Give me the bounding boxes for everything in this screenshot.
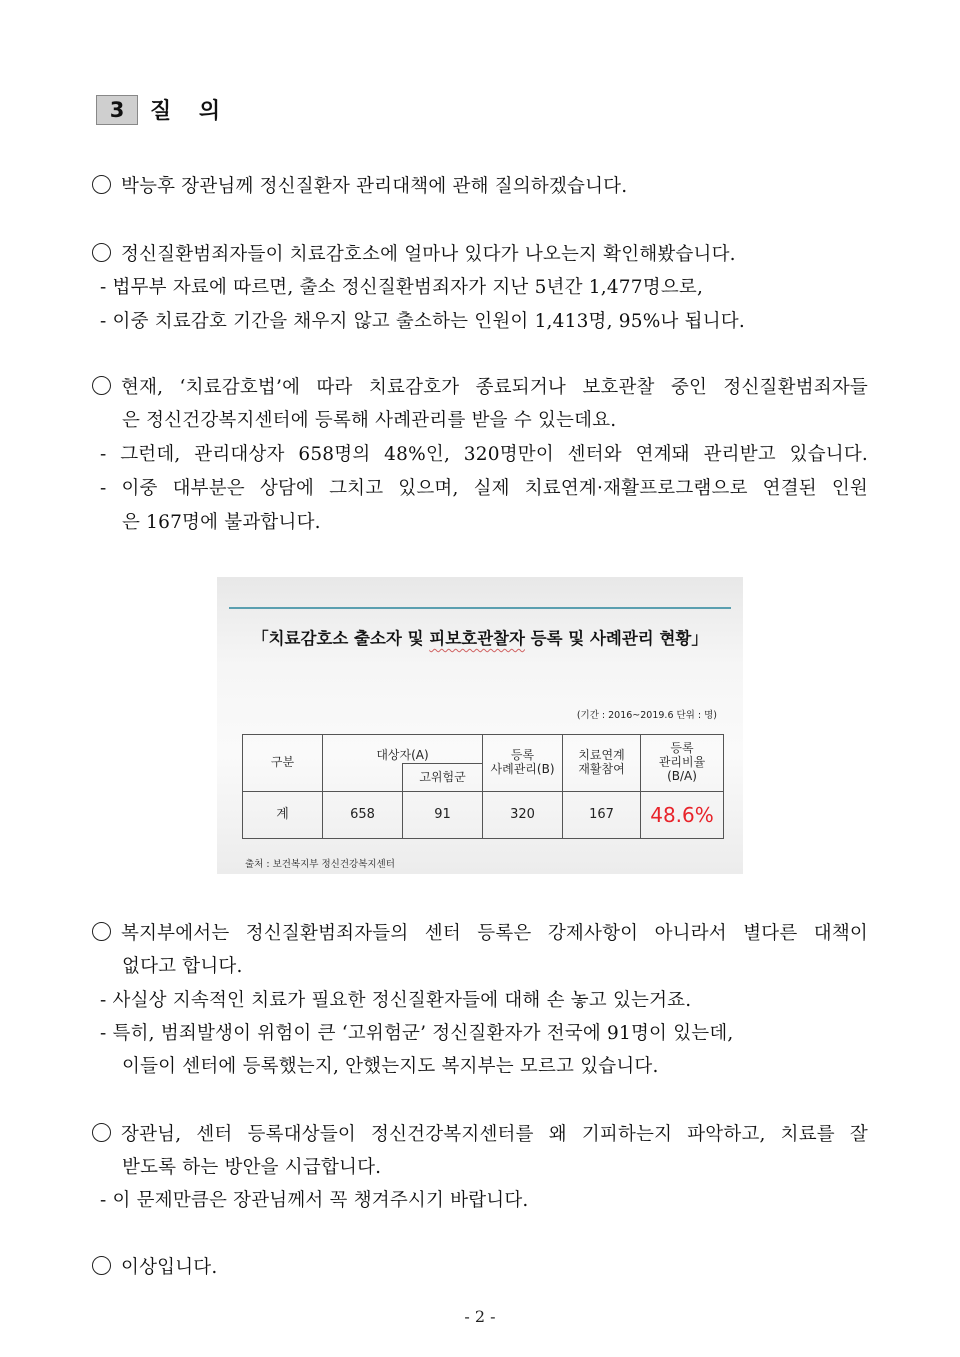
cell-ratio: 48.6% bbox=[641, 792, 724, 839]
section-heading bbox=[96, 94, 230, 125]
paragraph-continuation: 은 167명에 불과합니다. bbox=[122, 512, 321, 533]
circle-bullet-icon bbox=[92, 376, 111, 395]
paragraph-continuation: 은 정신건강복지센터에 등록해 사례관리를 받을 수 있는데요. bbox=[122, 410, 617, 431]
paragraph-dash: - 이중 대부분은 상담에 그치고 있으며, 실제 치료연계·재활프로그램으로 연결된 인원 bbox=[100, 478, 868, 499]
paragraph-dash: - 사실상 지속적인 치료가 필요한 정신질환자들에 대해 손 놓고 있는거죠. bbox=[100, 990, 692, 1011]
cell-target: 658 bbox=[323, 792, 403, 839]
stats-table bbox=[242, 734, 724, 839]
paragraph-dash: - 특히, 범죄발생이 위험이 큰 ‘고위험군’ 정신질환자가 전국에 91명이 있는데, bbox=[100, 1023, 734, 1044]
section-number: 3 bbox=[96, 95, 138, 125]
paragraph-bullet: 복지부에서는 정신질환범죄자들의 센터 등록은 강제사항이 아니라서 별다른 대책이 bbox=[92, 919, 868, 945]
paragraph-bullet: 장관님, 센터 등록대상들이 정신건강복지센터를 왜 기피하는지 파악하고, 치료를 잘 bbox=[92, 1120, 868, 1146]
paragraph-continuation: 받도록 하는 방안을 시급합니다. bbox=[122, 1157, 382, 1178]
paragraph-bullet: 이상입니다. bbox=[92, 1253, 217, 1279]
paragraph-dash: - 법무부 자료에 따르면, 출소 정신질환범죄자가 지난 5년간 1,477명으로, bbox=[100, 277, 704, 298]
paragraph-bullet: 현재, ‘치료감호법’에 따라 치료감호가 종료되거나 보호관찰 중인 정신질환범죄자들 bbox=[92, 373, 868, 399]
cell-category: 계 bbox=[243, 792, 323, 839]
circle-bullet-icon bbox=[92, 243, 111, 262]
cell-treatment: 167 bbox=[563, 792, 641, 839]
cell-registered: 320 bbox=[483, 792, 563, 839]
header-target-spacer bbox=[323, 764, 403, 792]
paragraph-continuation: 이들이 센터에 등록했는지, 안했는지도 복지부는 모르고 있습니다. bbox=[122, 1056, 659, 1077]
figure-title: 「치료감호소 출소자 및 피보호관찰자 등록 및 사례관리 현황」 bbox=[252, 629, 708, 648]
figure-source: 출처 : 보건복지부 정신건강복지센터 bbox=[245, 859, 395, 870]
header-high-risk: 고위험군 bbox=[403, 764, 483, 792]
circle-bullet-icon bbox=[92, 922, 111, 941]
data-table-figure bbox=[217, 577, 743, 874]
figure-period: (기간 : 2016~2019.6 단위 : 명) bbox=[576, 710, 717, 721]
circle-bullet-icon bbox=[92, 175, 111, 194]
paragraph-dash: - 이 문제만큼은 장관님께서 꼭 챙겨주시기 바랍니다. bbox=[100, 1190, 529, 1211]
paragraph-bullet: 정신질환범죄자들이 치료감호소에 얼마나 있다가 나오는지 확인해봤습니다. bbox=[92, 240, 736, 266]
paragraph-dash: - 그런데, 관리대상자 658명의 48%인, 320명만이 센터와 연계돼 관리받고 있습니다. bbox=[100, 444, 868, 465]
figure-divider bbox=[229, 607, 731, 609]
header-category: 구분 bbox=[243, 735, 323, 792]
header-treatment: 치료연계 재활참여 bbox=[563, 735, 641, 792]
cell-high-risk: 91 bbox=[403, 792, 483, 839]
paragraph-continuation: 없다고 합니다. bbox=[122, 956, 243, 977]
table-row bbox=[243, 792, 724, 839]
header-ratio: 등록 관리비율 (B/A) bbox=[641, 735, 724, 792]
paragraph-dash: - 이중 치료감호 기간을 채우지 않고 출소하는 인원이 1,413명, 95%나 됩니다. bbox=[100, 311, 745, 332]
header-target: 대상자(A) bbox=[323, 735, 483, 764]
section-title: 질 의 bbox=[150, 99, 231, 124]
page-number: - 2 - bbox=[464, 1307, 496, 1326]
circle-bullet-icon bbox=[92, 1256, 111, 1275]
header-registered: 등록 사례관리(B) bbox=[483, 735, 563, 792]
circle-bullet-icon bbox=[92, 1123, 111, 1142]
paragraph-bullet: 박능후 장관님께 정신질환자 관리대책에 관해 질의하겠습니다. bbox=[92, 172, 627, 198]
